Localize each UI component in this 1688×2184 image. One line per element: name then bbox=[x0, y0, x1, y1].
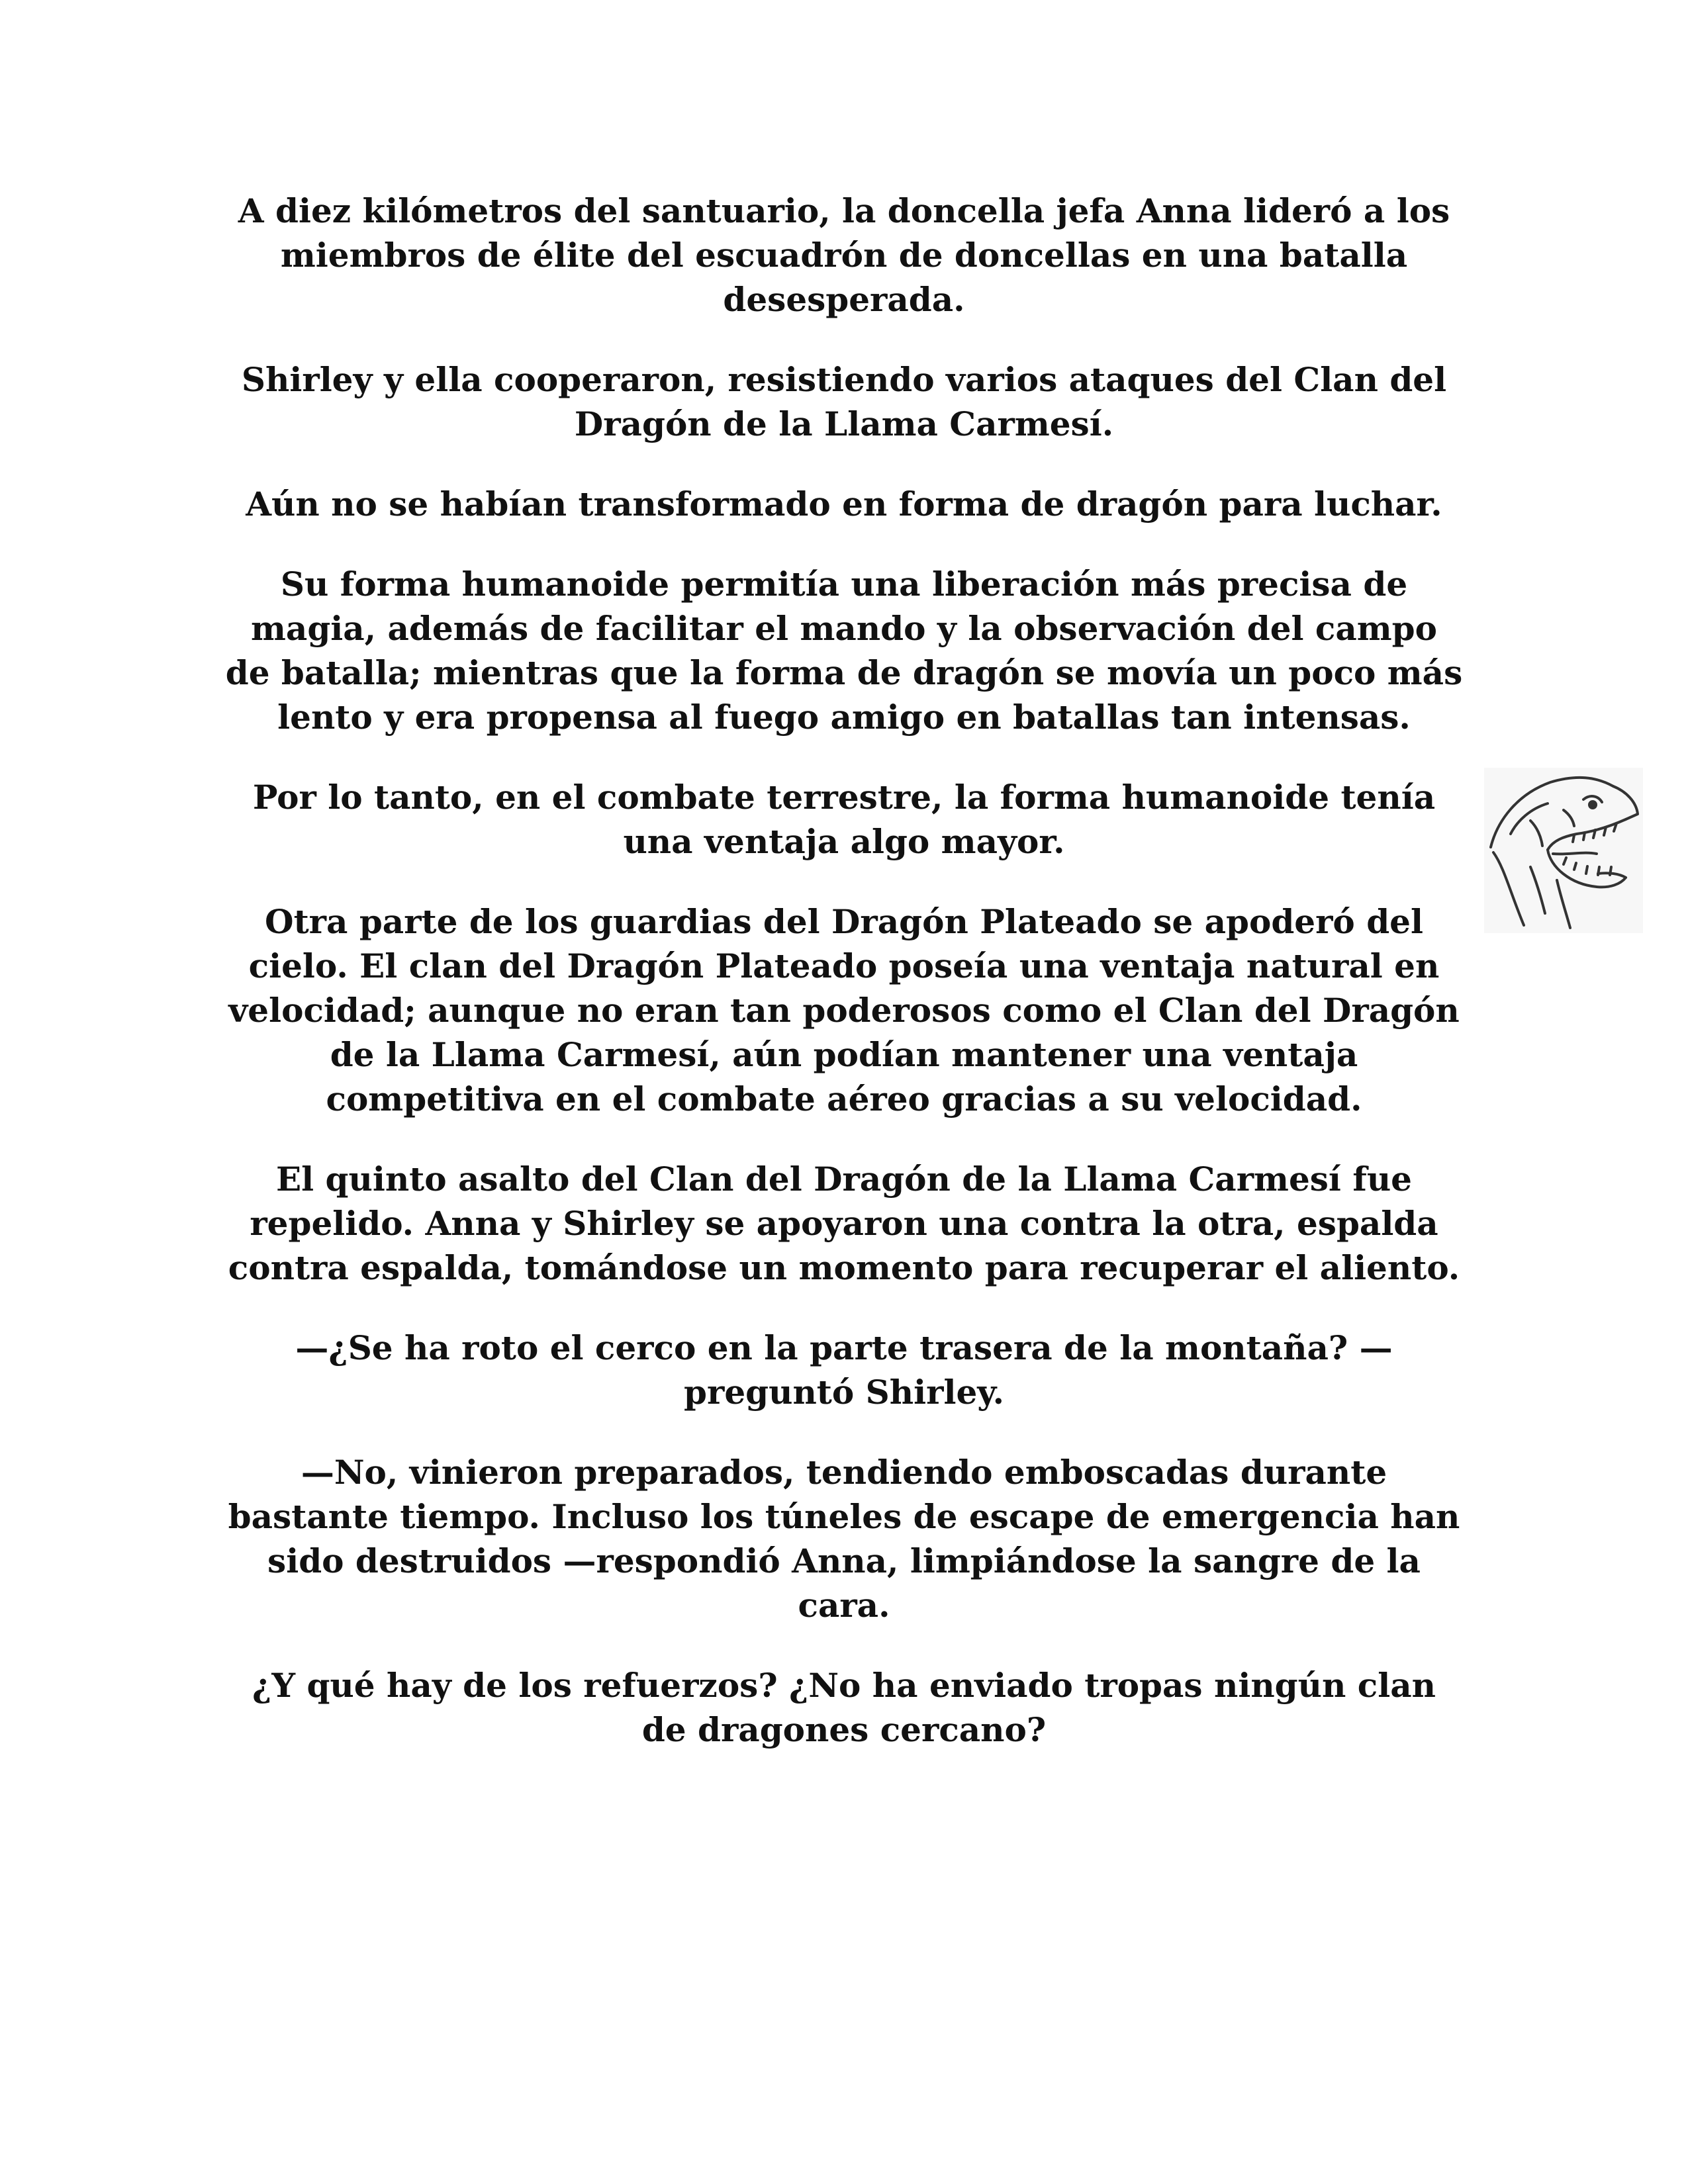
paragraph-8: —¿Se ha roto el cerco en la parte trasera de la montaña? —preguntó Shirley. bbox=[295, 1328, 1393, 1412]
paragraph-6: Otra parte de los guardias del Dragón Plateado se apoderó del cielo. El clan del Dragón Plateado poseía una ventaja natural en velocidad; aunque no eran tan poderosos como el Clan del Dragón de la Llama Carmesí, aún podían mantener una ventaja competitiva en el combate aéreo gracias a su velocidad. bbox=[228, 902, 1460, 1118]
paragraph-3: Aún no se habían transformado en forma de dragón para luchar. bbox=[246, 484, 1442, 523]
paragraph-4: Su forma humanoide permitía una liberación más precisa de magia, además de facilitar el mando y la observación del campo de batalla; mientras que la forma de dragón se movía un poco más lento y era propensa al fuego amigo en batallas tan intensas. bbox=[225, 565, 1463, 737]
paragraph-1: A diez kilómetros del santuario, la doncella jefa Anna lideró a los miembros de élite del escuadrón de doncellas en una batalla desesperada. bbox=[238, 191, 1450, 319]
paragraph-5: Por lo tanto, en el combate terrestre, la forma humanoide tenía una ventaja algo mayor. bbox=[252, 778, 1436, 861]
paragraph-10: ¿Y qué hay de los refuerzos? ¿No ha enviado tropas ningún clan de dragones cercano? bbox=[252, 1666, 1436, 1749]
paragraph-9: —No, vinieron preparados, tendiendo emboscadas durante bastante tiempo. Incluso los túneles de escape de emergencia han sido destruidos —respondió Anna, limpiándose la sangre de la cara. bbox=[228, 1453, 1460, 1625]
dragon-head-sketch-icon bbox=[1484, 768, 1643, 933]
story-text bbox=[225, 189, 1463, 1788]
paragraph-7: El quinto asalto del Clan del Dragón de la Llama Carmesí fue repelido. Anna y Shirley se apoyaron una contra la otra, espalda contra espalda, tomándose un momento para recuperar el aliento. bbox=[228, 1160, 1460, 1287]
paragraph-2: Shirley y ella cooperaron, resistiendo varios ataques del Clan del Dragón de la Llama Carmesí. bbox=[241, 360, 1447, 443]
